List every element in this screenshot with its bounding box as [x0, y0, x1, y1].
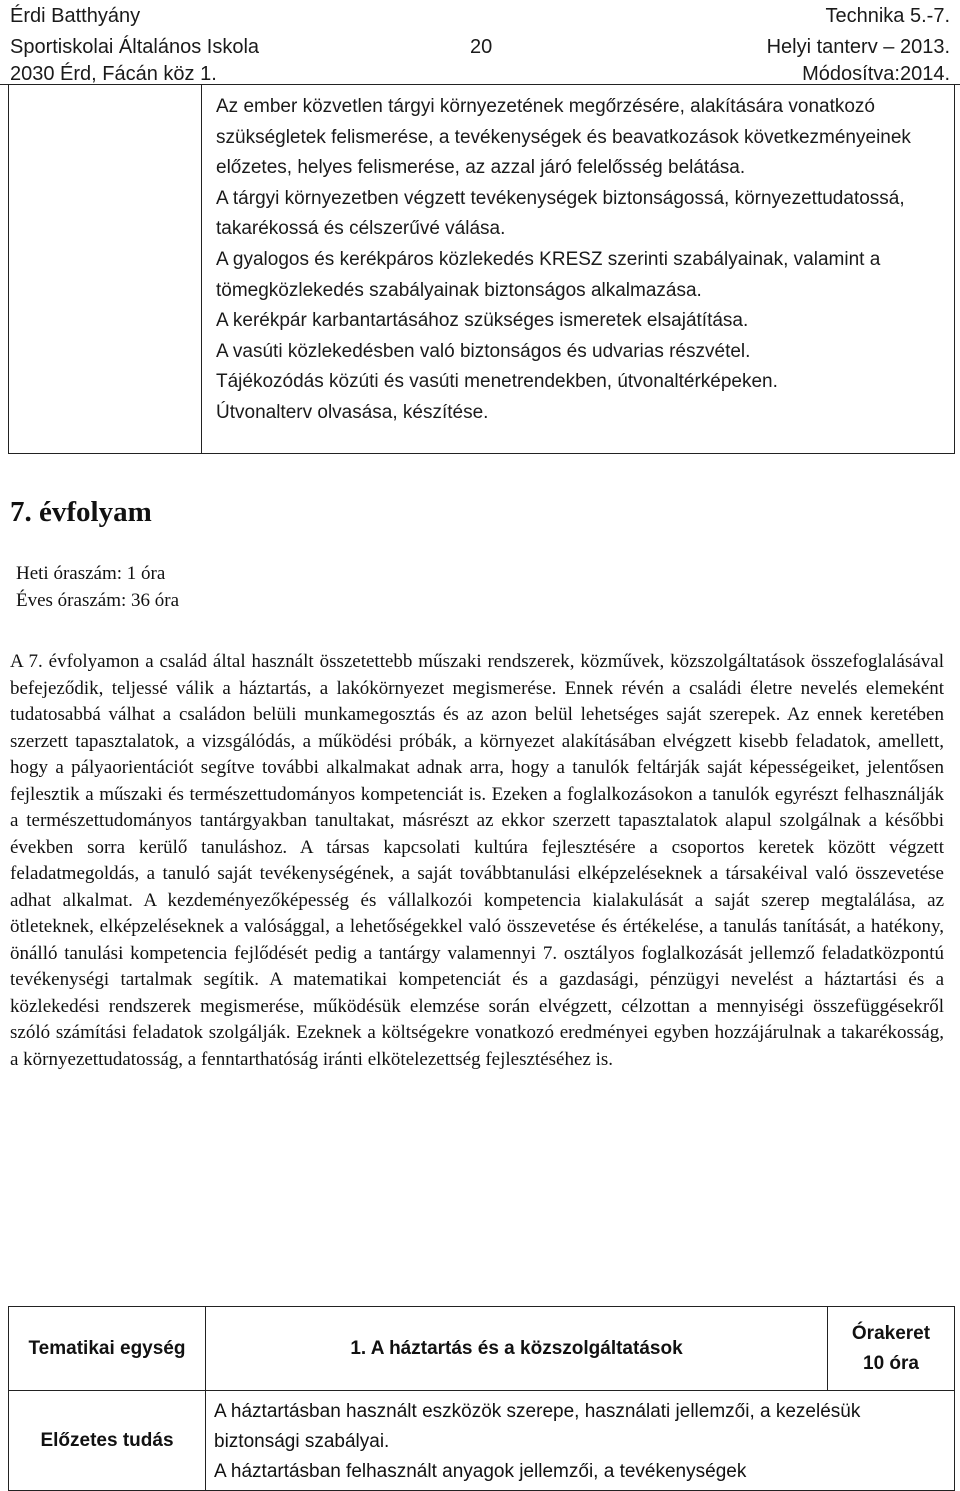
- unit-table-row-topic: [9, 1307, 955, 1391]
- goal-line: Tájékozódás közúti és vasúti menetrendekben, útvonaltérképeken.: [216, 371, 778, 393]
- goals-text: [216, 92, 951, 429]
- goal-line: A tárgyi környezetben végzett tevékenységek biztonságossá, környezettudatossá, takarékossá és célszerűvé válása.: [216, 187, 905, 240]
- topic-label: Tematikai egység: [9, 1307, 206, 1391]
- goals-column-divider: [201, 84, 202, 453]
- school-address: 2030 Érd, Fácán köz 1.: [10, 63, 217, 85]
- unit-table: [8, 1306, 955, 1491]
- prior-label: Előzetes tudás: [9, 1391, 206, 1491]
- page-number: 20: [470, 36, 493, 58]
- prior-knowledge: [206, 1391, 955, 1491]
- prior-line: A háztartásban használt eszközök szerepe, használati jellemzői, a kezelésük biztonsági szabályai.: [214, 1401, 861, 1452]
- school-type: Sportiskolai Általános Iskola: [10, 36, 260, 58]
- goal-line: Útvonalterv olvasása, készítése.: [216, 401, 489, 423]
- hours-value: 10 óra: [863, 1352, 919, 1374]
- curriculum-label: Helyi tanterv – 2013.: [766, 36, 950, 58]
- goal-line: A vasúti közlekedésben való biztonságos és udvarias részvétel.: [216, 340, 751, 362]
- weekly-hours: Heti óraszám: 1 óra: [16, 563, 166, 584]
- subject-title: Technika 5.-7.: [825, 5, 950, 27]
- goal-line: A kerékpár karbantartásához szükséges ismeretek elsajátítása.: [216, 310, 749, 332]
- intro-paragraph: A 7. évfolyamon a család által használt összetettebb műszaki rendszerek, közművek, közszolgáltatások összefoglalásával befejeződik, teljessé válik a háztartás, a lakókörnyezet megismerése. Ennek révén a családi életre nevelés elemeként tudatosabbá válhat a családon belüli munkamegosztás és az azon belül lehetséges saját szerepek. Az ennek keretében szerzett tapasztalatok, a vizsgálódás, a működési próbák, a környezet alakításában elvégzett kisebb feladatok, amellett, hogy a pályaorientációt segítve további alkalmakat adnak arra, hogy a tanulók feltárják saját képességeiket, jelentősen fejlesztik a műszaki és természettudományos kompetenciát is. Ezeken a foglalkozásokon a tanulók egyrészt felhasználják a természettudományos tantárgyakban tanultakat, másrészt az ekkor szerzett tapasztalatok alapul szolgálnak a későbbi években sorra kerülő tanuláshoz. A társas kapcsolati kultúra fejlesztésére a csoportos keretek között végzett feladatmegoldás, a tanuló saját tevékenységének, a saját továbbtanulási elképzeléseknek a társakéival való összevetése adhat alkalmat. A kezdeményezőképesség és vállalkozói kompetencia kialakulását a saját szerep megtalálása, az ötleteknek, elképzeléseknek a valósággal, a lehetőségekkel való összevetése és értékelése, a tanulás tanítását, a hatékony, önálló tanulási kompetencia fejlődését pedig a tantárgy valamennyi 7. osztályos foglalkozását jellemző feladatközpontú tevékenységi tartalmak segítik. A matematikai kompetenciát és a gazdasági, pénzügyi nevelést a háztartási és a közlekedési rendszerek megismerése, működésük elemzése során elvégzett, célzottan a mennyiségi összefüggésekről szóló számítási feladatok szolgálják. Ezeknek a költségekre vonatkozó eredményei egyben hozzájárulnak a takarékosság, a környezettudatosság, a fenntarthatóság iránti elkötelezettség fejlesztéséhez is.: [10, 651, 944, 1070]
- yearly-hours: Éves óraszám: 36 óra: [16, 590, 180, 611]
- prior-line: A háztartásban felhasznált anyagok jellemzői, a tevékenységek: [214, 1461, 747, 1482]
- goal-line: Az ember közvetlen tárgyi környezetének megőrzésére, alakítására vonatkozó szükségletek felismerése, a tevékenységek és beavatkozások következményeinek előzetes, helyes felismerése, az azzal járó felelősség belátása.: [216, 96, 911, 179]
- unit-table-row-prior: [9, 1391, 955, 1491]
- hours-block: [16, 560, 179, 614]
- goals-table: [8, 84, 955, 454]
- school-name: Érdi Batthyány: [10, 5, 141, 27]
- topic-title: 1. A háztartás és a közszolgáltatások: [206, 1307, 828, 1391]
- grade-heading: 7. évfolyam: [10, 496, 152, 528]
- goal-line: A gyalogos és kerékpáros közlekedés KRESZ szerinti szabályainak, valamint a tömegközlekedés szabályainak biztonságos alkalmazása.: [216, 248, 881, 301]
- modified-date: Módosítva:2014.: [802, 63, 950, 85]
- page-header: [0, 4, 960, 84]
- hours-label: Órakeret: [851, 1322, 931, 1344]
- hours-cell: [828, 1307, 955, 1391]
